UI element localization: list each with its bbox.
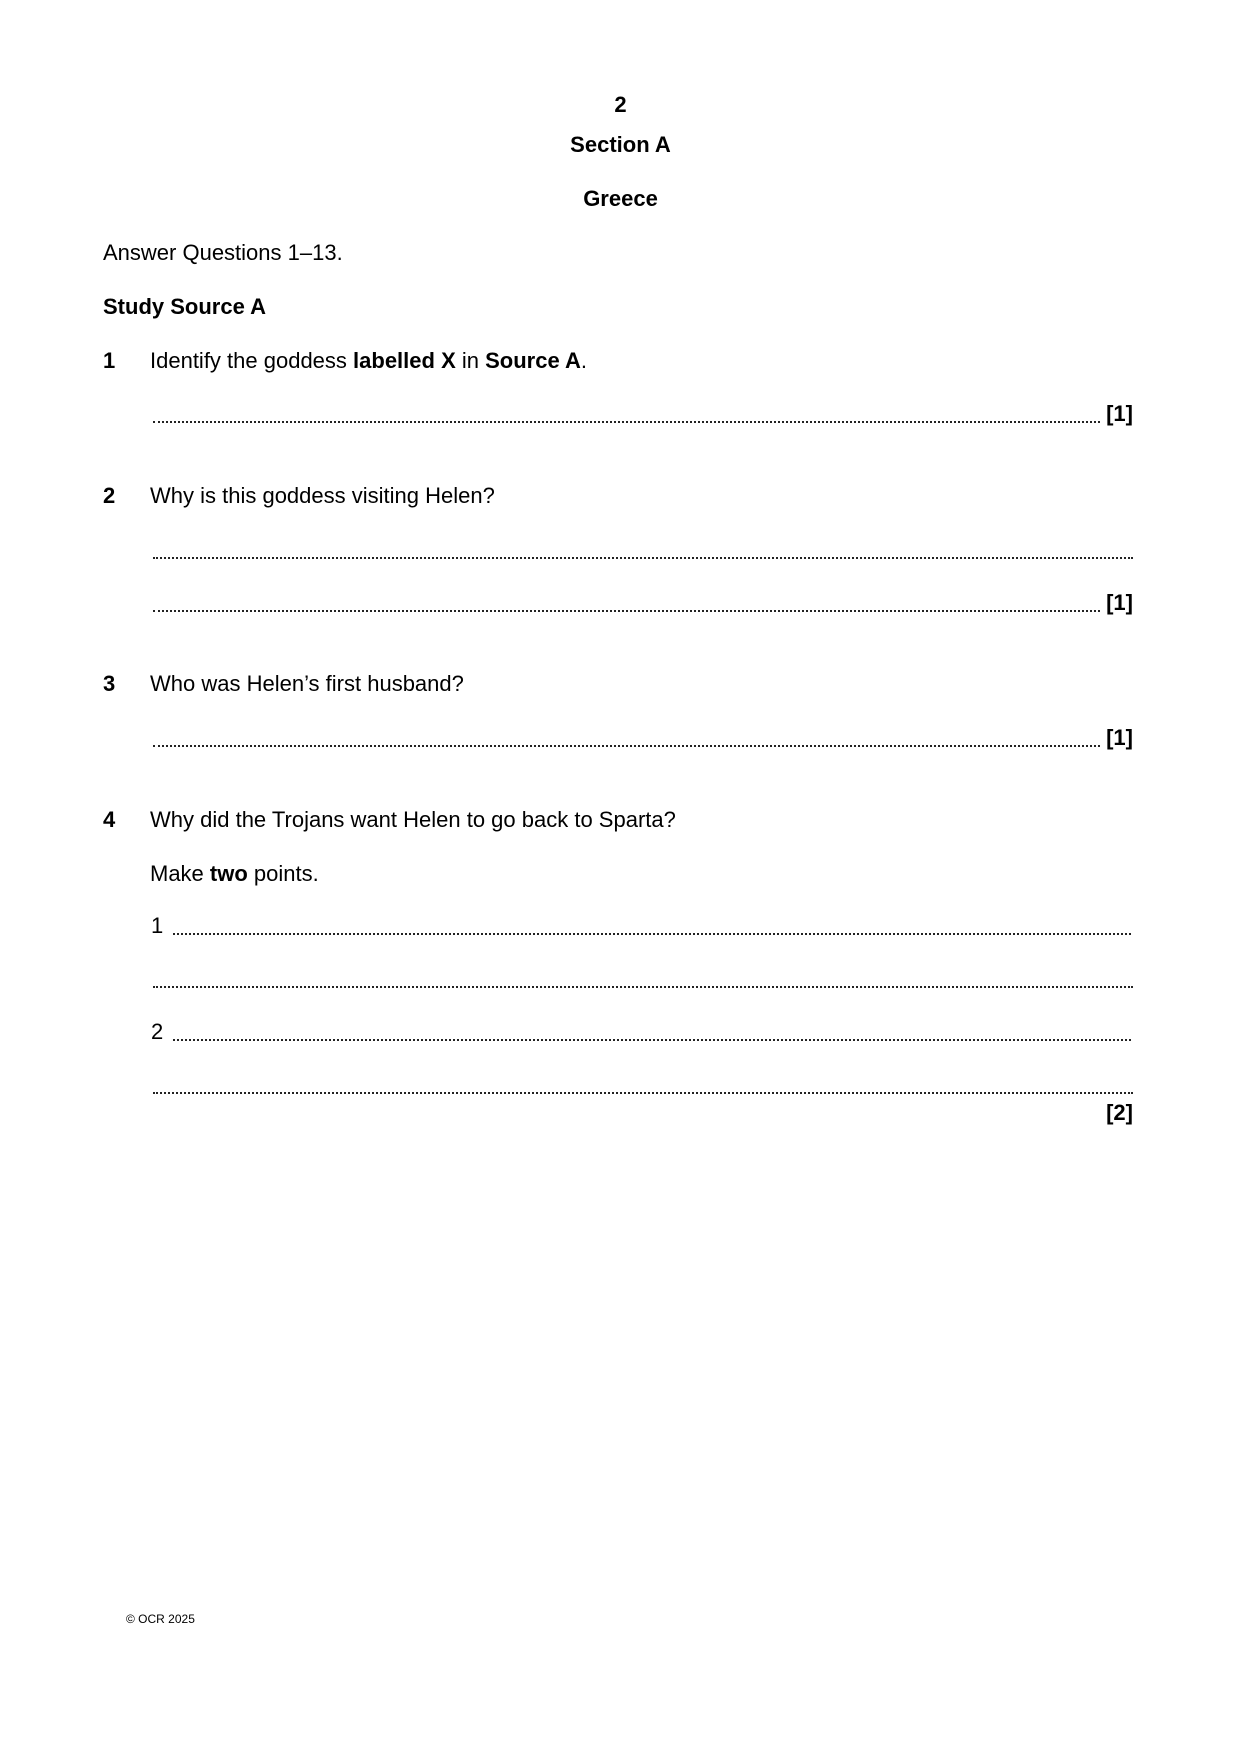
question-4-subtext-part: Make [150,861,210,886]
dotted-line [153,1092,1133,1094]
section-title: Section A [570,132,671,157]
question-1-emphasis: labelled X [353,348,456,373]
copyright-footer: © OCR 2025 [126,1612,195,1626]
question-4-point-2-line[interactable] [151,1019,1131,1045]
dotted-line [153,421,1100,423]
question-4-subtext-part: points. [247,861,319,886]
question-4-number: 4 [103,807,116,832]
question-3-number: 3 [103,671,116,696]
dotted-line [153,557,1133,559]
question-2-answer-line-2[interactable] [153,590,1133,616]
dotted-line [153,745,1100,747]
question-1-number: 1 [103,348,116,373]
question-1-text-part: . [580,348,588,373]
question-2-text: Why is this goddess visiting Helen? [150,483,495,508]
question-3-mark: [1] [1106,725,1133,750]
point-1-label: 1 [151,913,164,938]
study-source-heading: Study Source A [103,294,266,319]
question-4-point-1-continuation-line[interactable] [153,966,1133,992]
question-4-mark: [2] [1106,1100,1133,1125]
question-4-point-2-continuation-line[interactable] [153,1072,1133,1098]
dotted-line [153,986,1133,988]
question-1-emphasis: Source A [485,348,581,373]
question-1-text-part: in [455,348,486,373]
question-4-emphasis: two [209,861,248,886]
question-4-text: Why did the Trojans want Helen to go back to Sparta? [150,807,676,832]
question-2-number: 2 [103,483,116,508]
page-number: 2 [614,92,627,117]
question-4-point-1-line[interactable] [151,913,1131,939]
topic-title: Greece [583,186,658,211]
point-2-label: 2 [151,1019,164,1044]
instructions: Answer Questions 1–13. [103,240,343,265]
question-4-subtext [150,861,319,887]
dotted-line [153,610,1100,612]
question-3-text: Who was Helen’s first husband? [150,671,464,696]
question-1-text [150,348,587,374]
dotted-line [173,933,1131,935]
question-2-mark: [1] [1106,590,1133,615]
question-1-answer-line[interactable] [153,401,1133,427]
question-2-answer-line-1[interactable] [153,537,1133,563]
question-3-answer-line[interactable] [153,725,1133,751]
question-1-mark: [1] [1106,401,1133,426]
question-1-text-part: Identify the goddess [150,348,354,373]
dotted-line [173,1039,1131,1041]
